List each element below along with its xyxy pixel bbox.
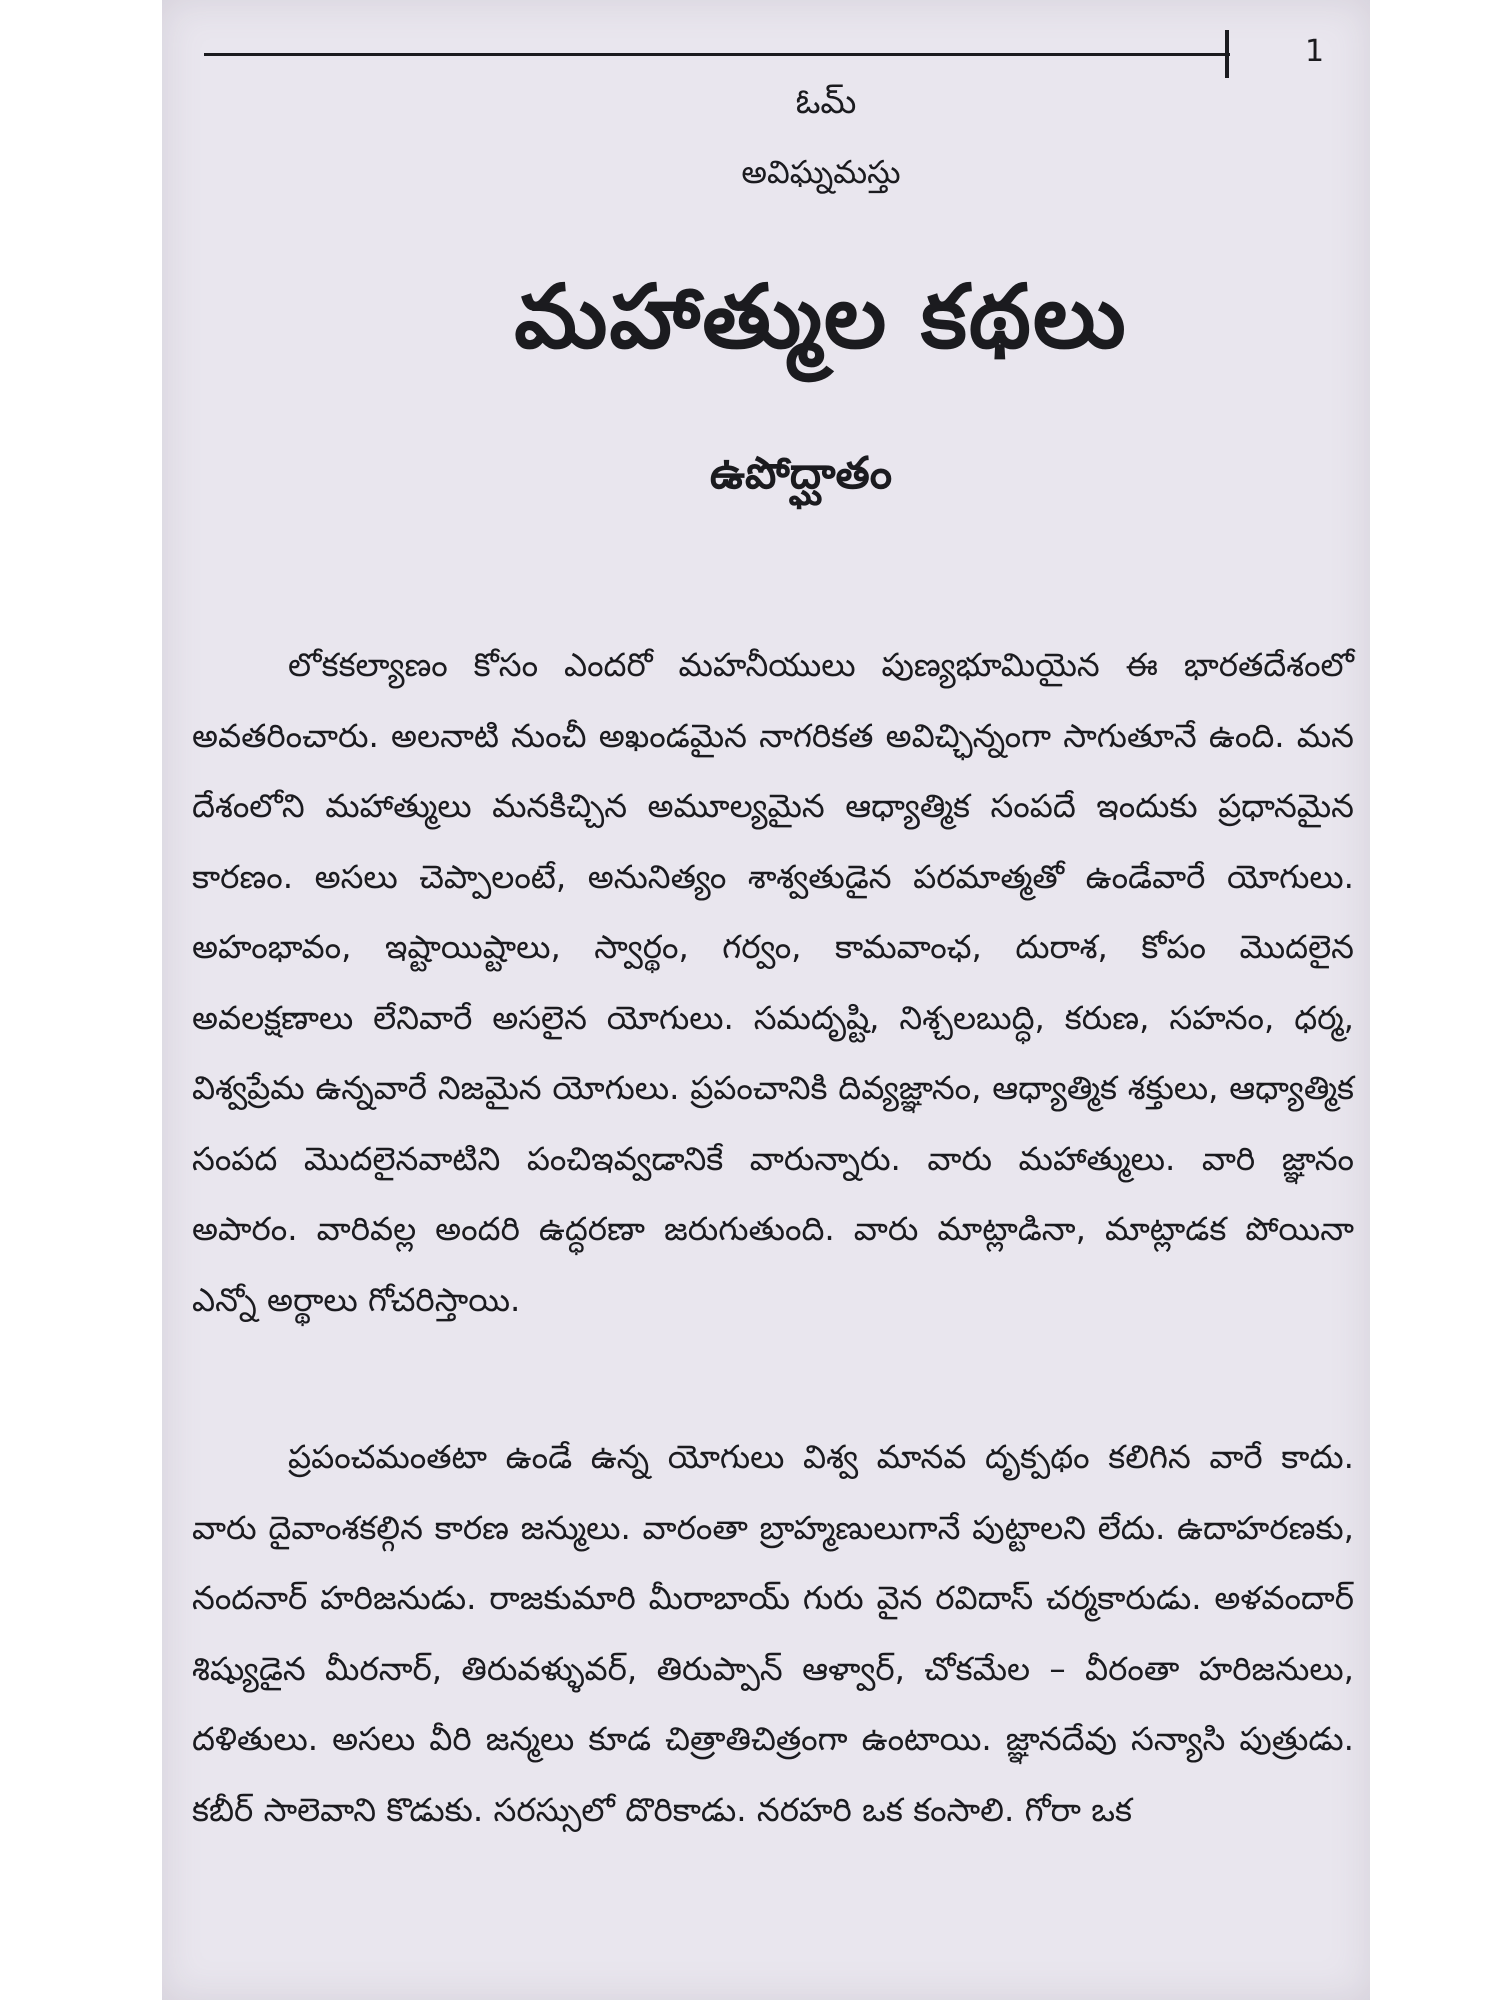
section-heading: ఉపోద్ఘాతం	[709, 448, 893, 499]
avighnamastu-invocation: అవిఘ్నమస్తు	[741, 153, 901, 191]
paragraph-1-text: లోకకల్యాణం కోసం ఎందరో మహనీయులు పుణ్యభూమియైన ఈ భారతదేశంలో అవతరించారు. అలనాటి నుంచీ అఖండమైన నాగరికత అవిచ్ఛిన్నంగా సాగుతూనే ఉంది. మన దేశంలోని మహాత్ములు మనకిచ్చిన అమూల్యమైన ఆధ్యాత్మిక సంపదే ఇందుకు ప్రధానమైన కారణం. అసలు చెప్పాలంటే, అనునిత్యం శాశ్వతుడైన పరమాత్మతో ఉండేవారే యోగులు. అహంభావం, ఇష్టాయిష్టాలు, స్వార్థం, గర్వం, కామవాంఛ, దురాశ, కోపం మొదలైన అవలక్షణాలు లేనివారే అసలైన యోగులు. సమదృష్టి, నిశ్చలబుద్ధి, కరుణ, సహనం, ధర్మ, విశ్వప్రేమ ఉన్నవారే నిజమైన యోగులు. ప్రపంచానికి దివ్యజ్ఞానం, ఆధ్యాత్మిక శక్తులు, ఆధ్యాత్మిక సంపద మొదలైనవాటిని పంచిఇవ్వడానికే వారున్నారు. వారు మహాత్ములు. వారి జ్ఞానం అపారం. వారివల్ల అందరి ఉద్ధరణా జరుగుతుంది. వారు మాట్లాడినా, మాట్లాడక పోయినా ఎన్నో అర్థాలు గోచరిస్తాయి.	[192, 646, 1354, 1319]
om-invocation: ఓమ్	[795, 82, 857, 122]
page-number: 1	[1305, 34, 1325, 69]
paragraph-2	[192, 1422, 1354, 1845]
book-page	[162, 0, 1370, 2000]
paragraph-2-text: ప్రపంచమంతటా ఉండే ఉన్న యోగులు విశ్వ మానవ దృక్పథం కలిగిన వారే కాదు. వారు దైవాంశకల్గిన కారణ జన్ములు. వారంతా బ్రాహ్మణులుగానే పుట్టాలని లేదు. ఉదాహరణకు, నందనార్ హరిజనుడు. రాజకుమారి మీరాబాయ్ గురు వైన రవిదాస్ చర్మకారుడు. అళవందార్ శిష్యుడైన మీరనార్, తిరువళ్ళువర్, తిరుప్పాన్ ఆళ్వార్, చోకమేల – వీరంతా హరిజనులు, దళితులు. అసలు వీరి జన్మలు కూడ చిత్రాతిచిత్రంగా ఉంటాయి. జ్ఞానదేవు సన్యాసి పుత్రుడు. కబీర్ సాలెవాని కొడుకు. సరస్సులో దొరికాడు. నరహరి ఒక కంసాలి. గోరా ఒక	[192, 1438, 1354, 1829]
header-rule	[204, 53, 1230, 56]
header-rule-end-tick	[1225, 30, 1229, 78]
book-title: మహాత్ముల కథలు	[514, 265, 1128, 368]
paragraph-1	[192, 630, 1354, 1335]
